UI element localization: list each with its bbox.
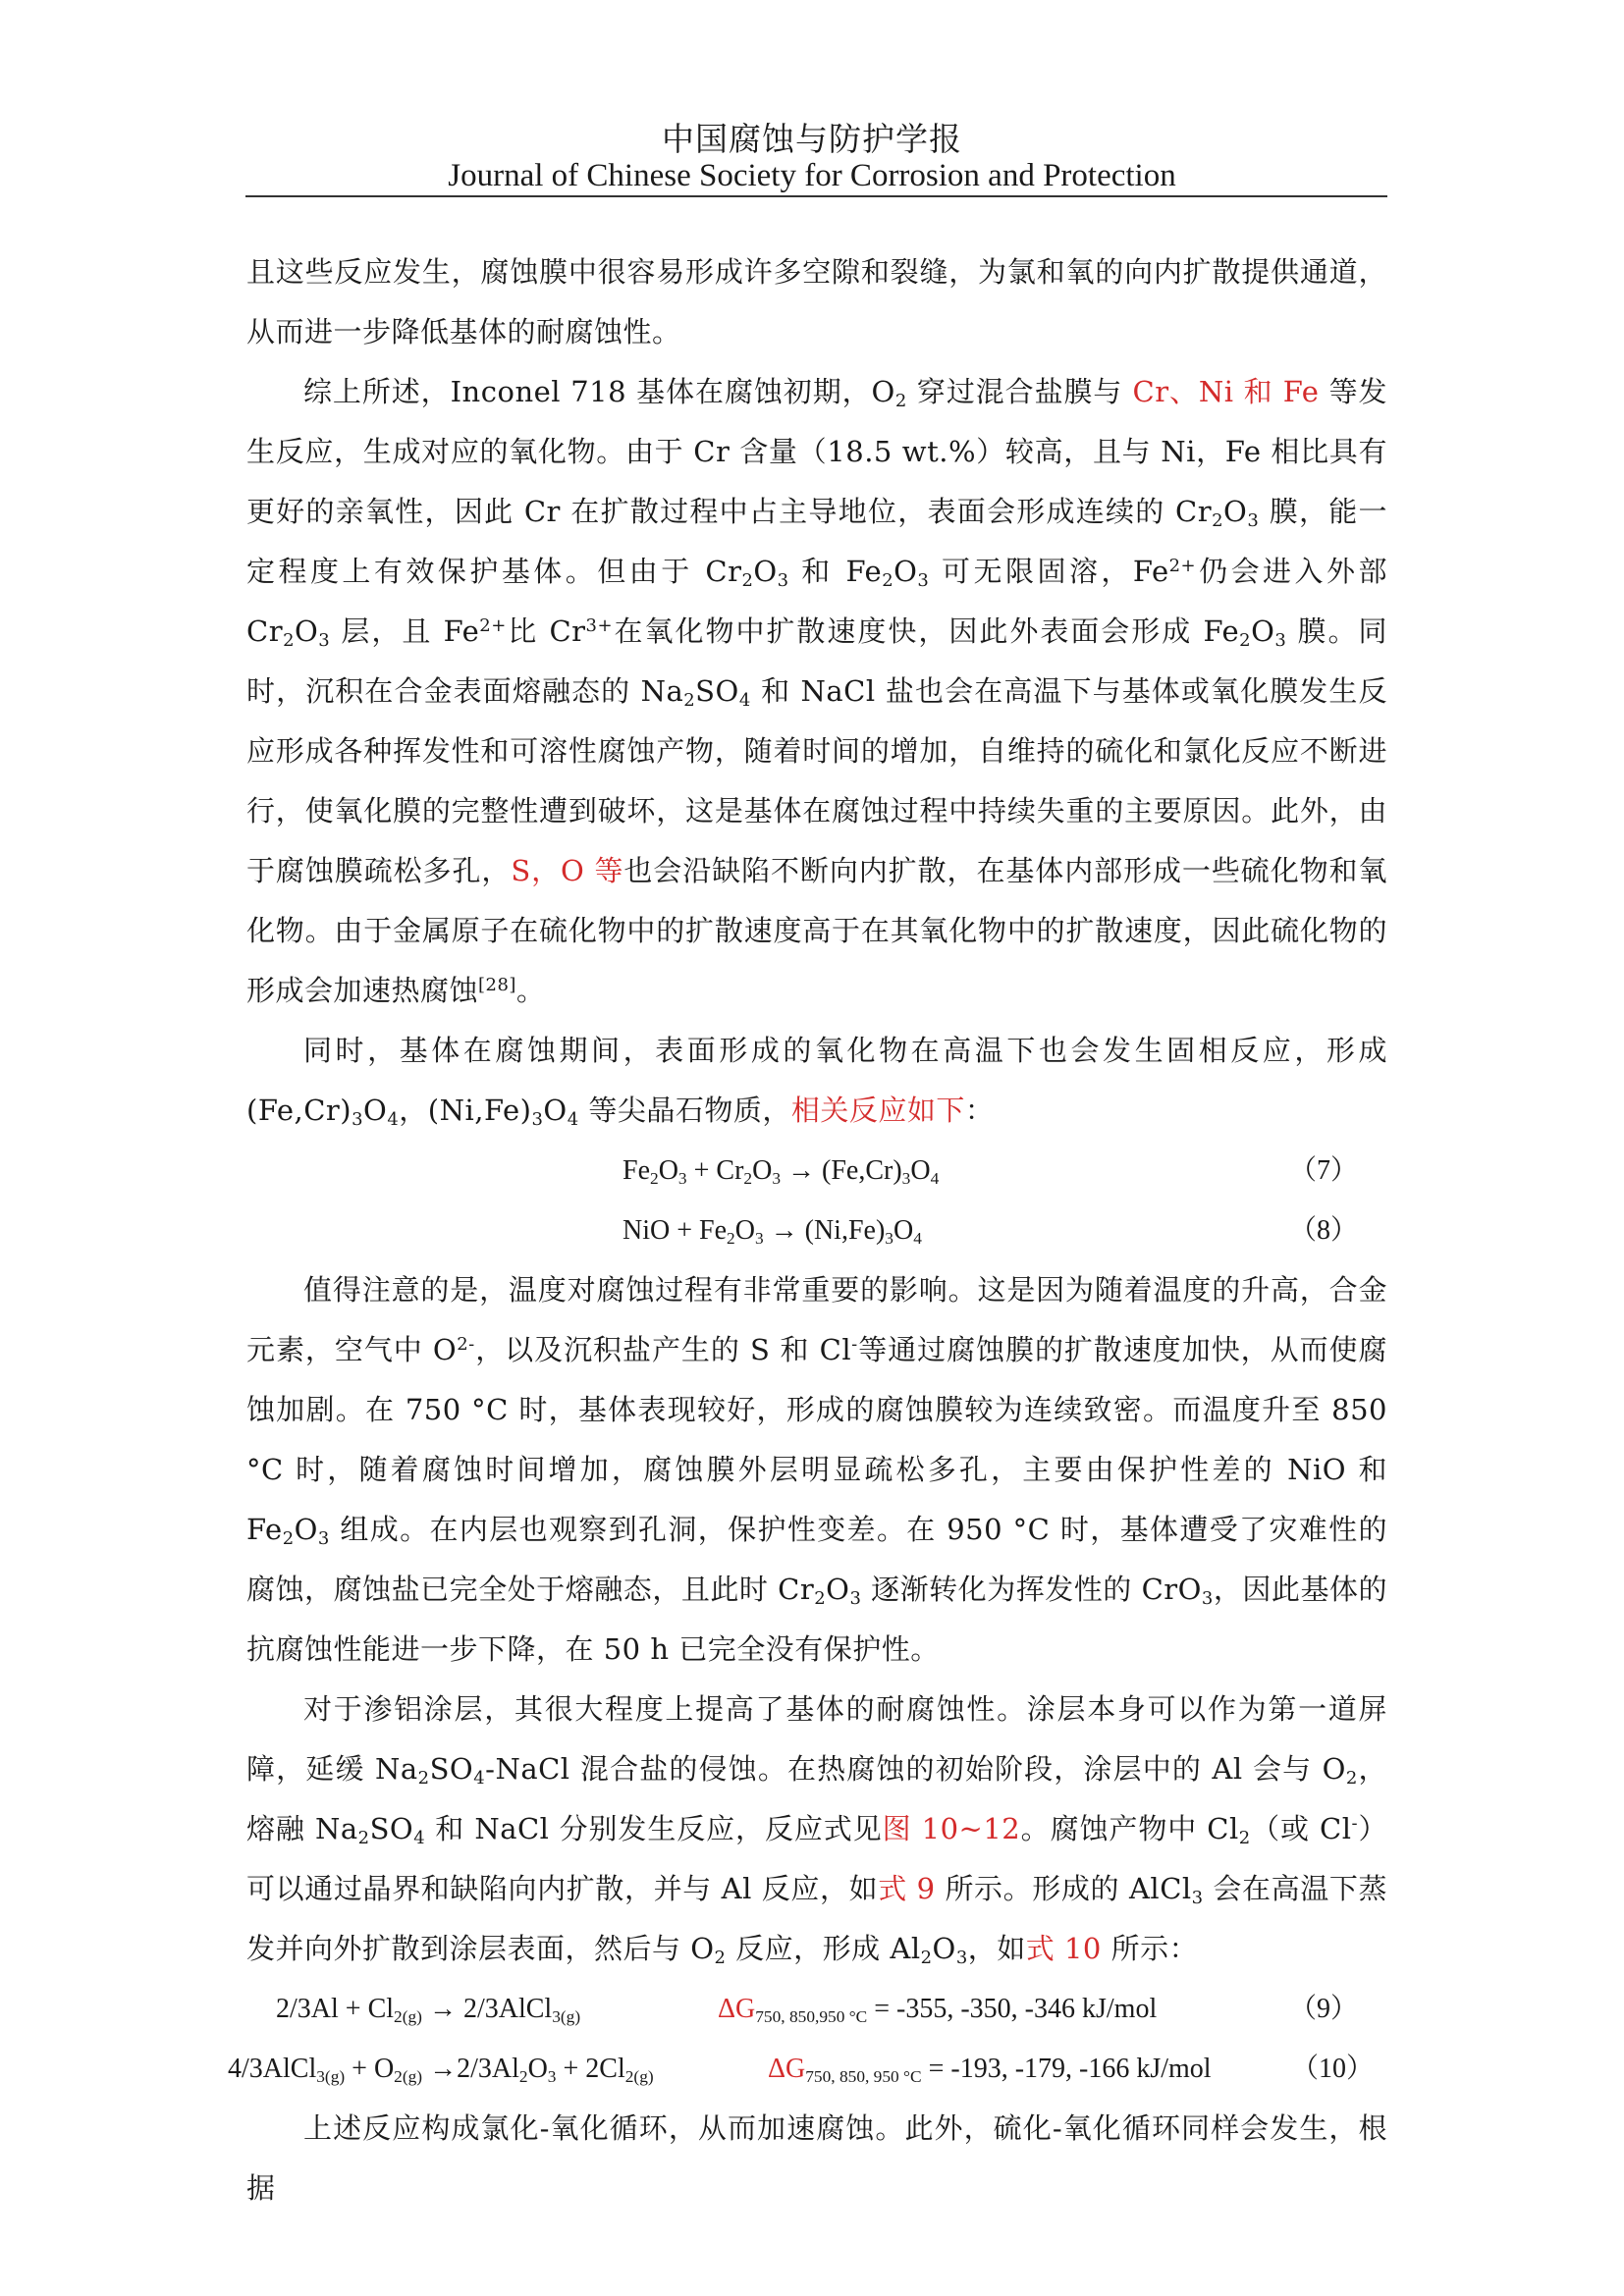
- equation-number: （9）: [1288, 1994, 1358, 2024]
- paragraph-1: 且这些反应发生，腐蚀膜中很容易形成许多空隙和裂缝，为氯和氧的向内扩散提供通道，从而进一步降低基体的耐腐蚀性。: [246, 255, 1387, 348]
- header-rule: [245, 195, 1387, 197]
- equation-10: 4/3AlCl$_{3(g)}$ + $O_{2(g)} \to 2/3Al_2O_3 + 2Cl_{2(g)}$ $\Delta G_{750, 850, 950 ^\circ C} = -193$, -179, -166 kJ/mol （10）: [246, 2039, 1387, 2099]
- journal-title-cn: 中国腐蚀与防护学报: [662, 120, 962, 158]
- journal-title-en: Journal of Chinese Society for Corrosion and Protection: [448, 158, 1176, 193]
- equation-8: NiO + $Fe_2O_3 \to (Ni,Fe)_3O_4$ （8）: [246, 1201, 1387, 1260]
- equation-number: （7）: [1288, 1155, 1358, 1186]
- highlight-s-o: S，O 等: [511, 854, 624, 887]
- highlight-elements: Cr、Ni 和 Fe: [1132, 375, 1320, 408]
- paragraph-3: 同时，基体在腐蚀期间，表面形成的氧化物在高温下也会发生固相反应，形成$(Fe,Cr)_3O_4$，$(Ni,Fe)_3O_4$ 等尖晶石物质，相关反应如下：: [246, 1034, 1387, 1131]
- equation-ref-10: 式 10: [1025, 1932, 1102, 1965]
- highlight-reactions: 相关反应如下: [790, 1094, 965, 1127]
- equation-ref-9: 式 9: [878, 1872, 936, 1905]
- paragraph-5: 对于渗铝涂层，其很大程度上提高了基体的耐腐蚀性。涂层本身可以作为第一道屏障，延缓 $Na_2SO_4$-NaCl 混合盐的侵蚀。在热腐蚀的初始阶段，涂层中的 Al 会与 $O_2$，熔融 $Na_2SO_4$ 和 NaCl 分别发生反应，反应式见图 10~12。腐蚀产物中 $Cl_2$（或 Cl-）可以通过晶界和缺陷向内扩散，并与 Al 反应，如式 9 所示。形成的 AlCl$_3$ 会在高温下蒸发并向外扩散到涂层表面，然后与 $O_2$ 反应，形成 $Al_2O_3$，如式 10 所示：: [246, 1692, 1388, 1969]
- figure-ref: 图 10~12: [882, 1812, 1021, 1845]
- equation-number: （8）: [1288, 1215, 1358, 1246]
- paragraph-2: 综上所述，Inconel 718 基体在腐蚀初期，$O_2$ 穿过混合盐膜与 Cr、Ni 和 Fe 等发生反应，生成对应的氧化物。由于 Cr 含量（18.5 wt.%）较高，且与 Ni，Fe 相比具有更好的亲氧性，因此 Cr 在扩散过程中占主导地位，表面会形成连续的 $Cr_2O_3$ 膜，能一定程度上有效保护基体。但由于 $Cr_2O_3$ 和 $Fe_2O_3$ 可无限固溶，$Fe^{2+}$仍会进入外部 $Cr_2O_3$ 层，且 $Fe^{2+}$比 $Cr^{3+}$在氧化物中扩散速度快，因此外表面会形成 $Fe_2O_3$ 膜。同时，沉积在合金表面熔融态的 $Na_2SO_4$ 和 NaCl 盐也会在高温下与基体或氧化膜发生反应形成各种挥发性和可溶性腐蚀产物，随着时间的增加，自维持的硫化和氯化反应不断进行，使氧化膜的完整性遭到破坏，这是基体在腐蚀过程中持续失重的主要原因。此外，由于腐蚀膜疏松多孔，S，O 等也会沿缺陷不断向内扩散，在基体内部形成一些硫化物和氧化物。由于金属原子在硫化物中的扩散速度高于在其氧化物中的扩散速度，因此硫化物的形成会加速热腐蚀[28]。: [246, 375, 1388, 1007]
- equation-9: $2/3Al + Cl_{2(g)}$ → 2/3AlCl$_{3(g)}$ $\Delta G_{750, 850,950 ^\circ C} = -355$, -350, -346 kJ/mol （9）: [246, 1979, 1387, 2039]
- paragraph-4: 值得注意的是，温度对腐蚀过程有非常重要的影响。这是因为随着温度的升高，合金元素，空气中 $O^{2-}$，以及沉积盐产生的 S 和 Cl-等通过腐蚀膜的扩散速度加快，从而使腐蚀加剧。在 750 °C 时，基体表现较好，形成的腐蚀膜较为连续致密。而温度升至 850 °C 时，随着腐蚀时间增加，腐蚀膜外层明显疏松多孔，主要由保护性差的 NiO 和 $Fe_2O_3$ 组成。在内层也观察到孔洞，保护性变差。在 950 °C 时，基体遭受了灾难性的腐蚀，腐蚀盐已完全处于熔融态，且此时 $Cr_2O_3$ 逐渐转化为挥发性的 CrO$_3$，因此基体的抗腐蚀性能进一步下降，在 50 h 已完全没有保护性。: [246, 1273, 1387, 1666]
- article-body: [228, 242, 1388, 2218]
- paragraph-6: 上述反应构成氯化-氧化循环，从而加速腐蚀。此外，硫化-氧化循环同样会发生，根据: [246, 2111, 1387, 2205]
- equation-7: $Fe_2O_3 + Cr_2O_3 \to (Fe,Cr)_3O_4$ （7）: [246, 1141, 1387, 1201]
- equation-number: （10）: [1290, 2054, 1374, 2084]
- citation-ref: [28]: [478, 975, 516, 996]
